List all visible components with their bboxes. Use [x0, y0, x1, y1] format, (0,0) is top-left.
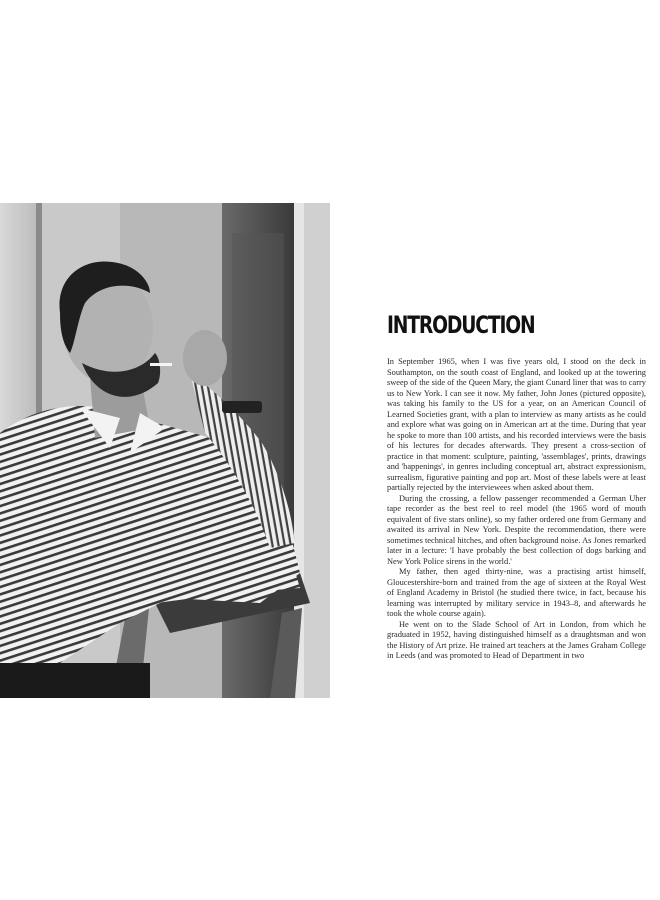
- page-title: INTRODUCTION: [387, 311, 535, 339]
- paragraph: In September 1965, when I was five years old, I stood on the deck in Southampton, on the south coast of England, and looked up at the towering sweep of the side of the Queen Mary, the giant Cunard liner that was to carry us to New York. I can see it now. My father, John Jones (pictured opposite), was taking his family to the US for a year, on an American Council of Learned Societies grant, with a plan to interview as many artists as he could and explore what was going on in American art at the time. During that year he spoke to more than 100 artists, and his recorded interviews were the basis of his lectures for decades afterwards. They present a cross-section of practice in that moment: sculpture, painting, 'assemblages', prints, drawings and 'happenings', in genres including conceptual art, abstract expressionism, surrealism, figurative painting and pop art. Most of these labels were at least partially rejected by the interviewees when asked about them.: [387, 357, 646, 492]
- paragraph: My father, then aged thirty-nine, was a practising artist himself, Gloucestershire-born and trained from the age of sixteen at the Royal West of England Academy in Bristol (he studied there twice, in fact, because his learning was interrupted by military service in 1943–8, and afterwards he took the whole course again).: [387, 567, 646, 618]
- text-page: [387, 313, 646, 662]
- body-text: [387, 357, 646, 662]
- book-spread: [0, 203, 660, 698]
- portrait-photo: [0, 203, 330, 698]
- paragraph: He went on to the Slade School of Art in London, from which he graduated in 1952, having distinguished himself as a draughtsman and won the History of Art prize. He trained art teachers at the James Graham College in Leeds (and was promoted to Head of Department in two: [387, 619, 646, 660]
- paragraph: During the crossing, a fellow passenger recommended a German Uher tape recorder as the best reel to reel model (the 1965 word of mouth equivalent of five stars online), so my father ordered one from Germany and awaited its arrival in New York. Despite the recommendation, there were sometimes technical hitches, and often background noise. As Jones remarked later in a lecture: 'I have probably the best collection of dogs barking and New York Police sirens in the world.': [387, 493, 646, 566]
